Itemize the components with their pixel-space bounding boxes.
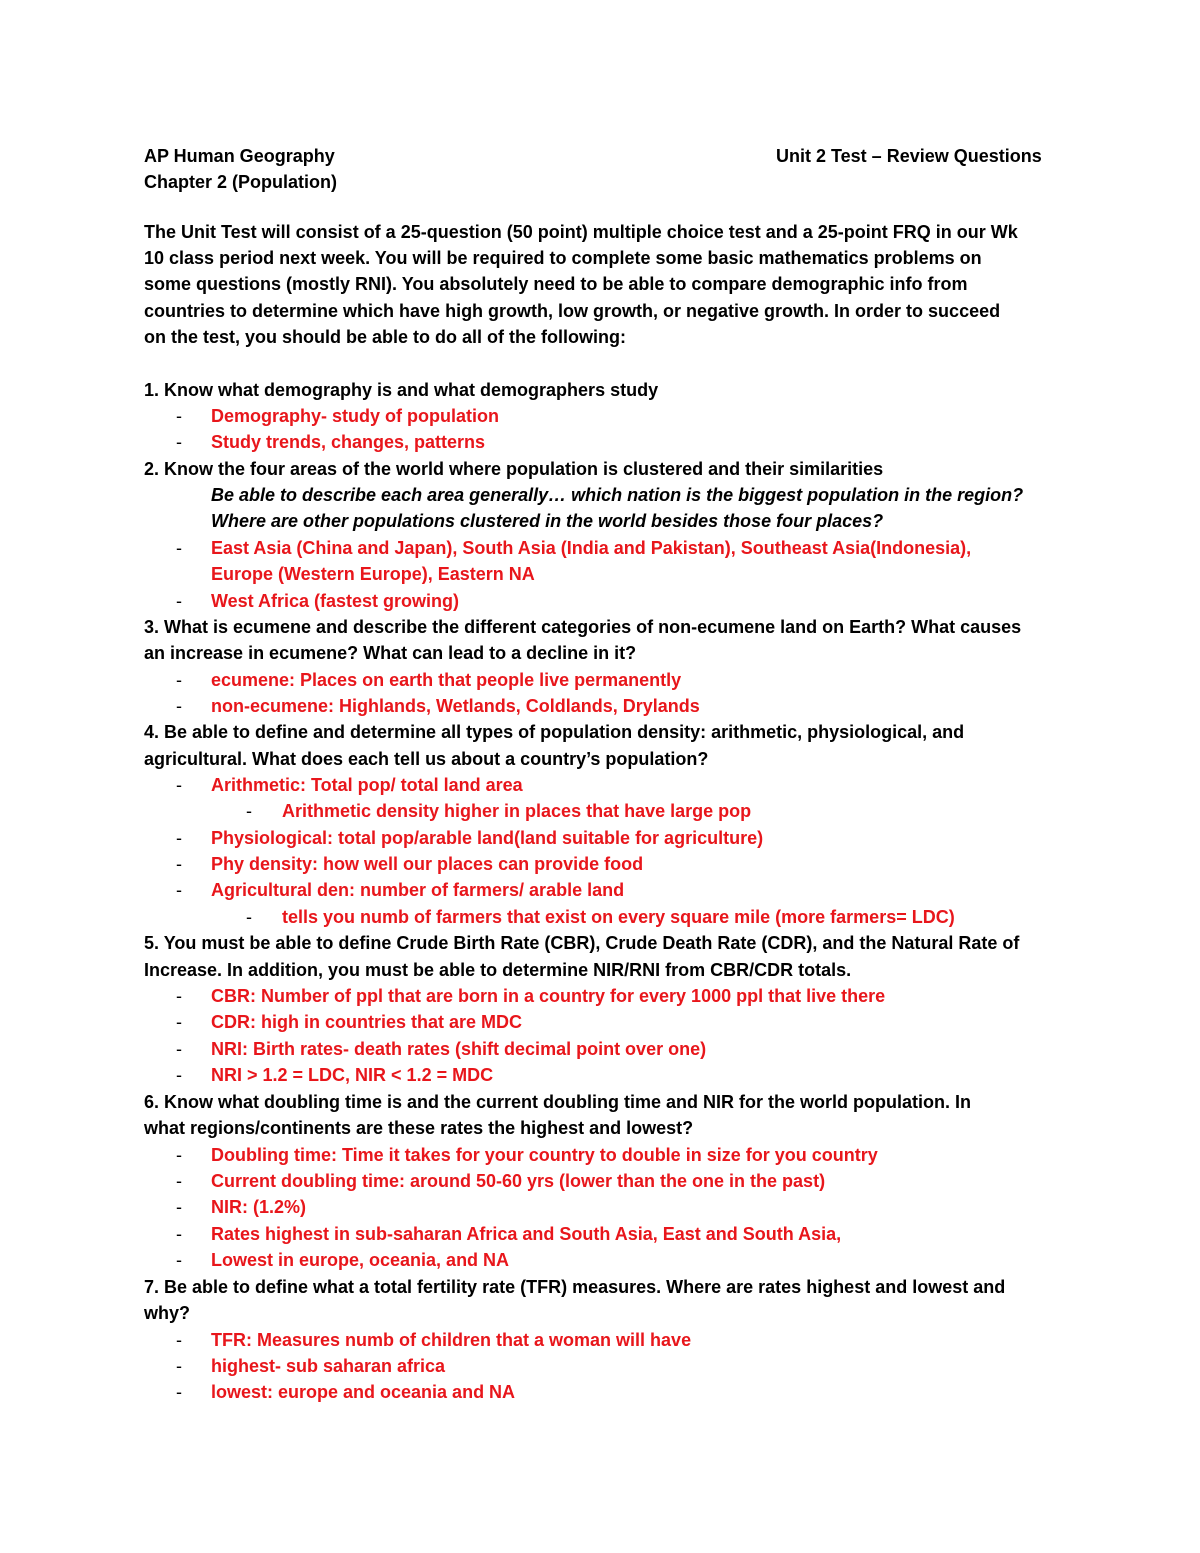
chapter-title: Chapter 2 (Population): [144, 172, 337, 192]
intro-line: 10 class period next week. You will be required to complete some basic mathematics problems on: [144, 248, 982, 268]
course-title: AP Human Geography: [144, 146, 335, 166]
answer-item: Rates highest in sub-saharan Africa and South Asia, East and South Asia,: [211, 1224, 842, 1244]
answer-item: NRI: Birth rates- death rates (shift decimal point over one): [211, 1039, 707, 1059]
question-2: 2. Know the four areas of the world where population is clustered and their similarities: [144, 459, 884, 479]
question-7: 7. Be able to define what a total fertility rate (TFR) measures. Where are rates highest and lowest and: [144, 1277, 1006, 1297]
question-3-cont: an increase in ecumene? What can lead to a decline in it?: [144, 643, 637, 663]
answer-item: lowest: europe and oceania and NA: [211, 1382, 516, 1402]
question-2-note: Be able to describe each area generally… which nation is the biggest population in the region?: [211, 485, 1024, 505]
bullet-dash: -: [176, 1250, 182, 1270]
answer-item: Agricultural den: number of farmers/ arable land: [211, 880, 625, 900]
answer-item-continued: Europe (Western Europe), Eastern NA: [211, 564, 535, 584]
answer-item: non-ecumene: Highlands, Wetlands, Coldlands, Drylands: [211, 696, 700, 716]
unit-title: Unit 2 Test – Review Questions: [776, 146, 1042, 166]
bullet-dash: -: [176, 1145, 182, 1165]
answer-item: NRI > 1.2 = LDC, NIR < 1.2 = MDC: [211, 1065, 494, 1085]
bullet-dash: -: [176, 406, 182, 426]
answer-item: NIR: (1.2%): [211, 1197, 307, 1217]
bullet-dash: -: [176, 880, 182, 900]
bullet-dash: -: [176, 854, 182, 874]
answer-item: Lowest in europe, oceania, and NA: [211, 1250, 510, 1270]
bullet-dash: -: [176, 1039, 182, 1059]
question-3: 3. What is ecumene and describe the different categories of non-ecumene land on Earth? What causes: [144, 617, 1022, 637]
answer-item: West Africa (fastest growing): [211, 591, 460, 611]
answer-item: Current doubling time: around 50-60 yrs (lower than the one in the past): [211, 1171, 826, 1191]
answer-item: TFR: Measures numb of children that a woman will have: [211, 1330, 692, 1350]
answer-item: Arithmetic: Total pop/ total land area: [211, 775, 523, 795]
question-4: 4. Be able to define and determine all types of population density: arithmetic, physiological, and: [144, 722, 965, 742]
question-4-cont: agricultural. What does each tell us about a country’s population?: [144, 749, 709, 769]
question-6: 6. Know what doubling time is and the current doubling time and NIR for the world population. In: [144, 1092, 971, 1112]
bullet-dash: -: [176, 1197, 182, 1217]
bullet-dash: -: [176, 986, 182, 1006]
intro-line: on the test, you should be able to do all of the following:: [144, 327, 626, 347]
question-2-note: Where are other populations clustered in the world besides those four places?: [211, 511, 884, 531]
bullet-dash: -: [176, 1356, 182, 1376]
bullet-dash: -: [176, 828, 182, 848]
answer-item: Physiological: total pop/arable land(land suitable for agriculture): [211, 828, 764, 848]
bullet-dash: -: [176, 591, 182, 611]
bullet-dash: -: [176, 1330, 182, 1350]
question-1: 1. Know what demography is and what demographers study: [144, 380, 659, 400]
bullet-dash: -: [176, 1382, 182, 1402]
answer-item: CBR: Number of ppl that are born in a country for every 1000 ppl that live there: [211, 986, 886, 1006]
answer-item: CDR: high in countries that are MDC: [211, 1012, 523, 1032]
bullet-dash: -: [246, 801, 252, 821]
answer-subitem: tells you numb of farmers that exist on every square mile (more farmers= LDC): [282, 907, 955, 927]
question-6-cont: what regions/continents are these rates the highest and lowest?: [144, 1118, 694, 1138]
bullet-dash: -: [176, 432, 182, 452]
answer-item: ecumene: Places on earth that people live permanently: [211, 670, 682, 690]
bullet-dash: -: [176, 1065, 182, 1085]
intro-line: countries to determine which have high growth, low growth, or negative growth. In order to succeed: [144, 301, 1001, 321]
answer-subitem: Arithmetic density higher in places that have large pop: [282, 801, 752, 821]
intro-line: some questions (mostly RNI). You absolutely need to be able to compare demographic info from: [144, 274, 968, 294]
bullet-dash: -: [246, 907, 252, 927]
bullet-dash: -: [176, 1012, 182, 1032]
question-5: 5. You must be able to define Crude Birth Rate (CBR), Crude Death Rate (CDR), and the Natural Rate of: [144, 933, 1020, 953]
bullet-dash: -: [176, 670, 182, 690]
bullet-dash: -: [176, 696, 182, 716]
bullet-dash: -: [176, 1171, 182, 1191]
answer-item: Demography- study of population: [211, 406, 499, 426]
question-7-cont: why?: [144, 1303, 191, 1323]
answer-item: Study trends, changes, patterns: [211, 432, 486, 452]
answer-item: Doubling time: Time it takes for your country to double in size for you country: [211, 1145, 878, 1165]
answer-item: highest- sub saharan africa: [211, 1356, 446, 1376]
bullet-dash: -: [176, 538, 182, 558]
bullet-dash: -: [176, 775, 182, 795]
bullet-dash: -: [176, 1224, 182, 1244]
question-5-cont: Increase. In addition, you must be able to determine NIR/RNI from CBR/CDR totals.: [144, 960, 852, 980]
intro-line: The Unit Test will consist of a 25-question (50 point) multiple choice test and a 25-point FRQ in our Wk: [144, 222, 1018, 242]
answer-item: Phy density: how well our places can provide food: [211, 854, 644, 874]
answer-item: East Asia (China and Japan), South Asia (India and Pakistan), Southeast Asia(Indonesia),: [211, 538, 972, 558]
